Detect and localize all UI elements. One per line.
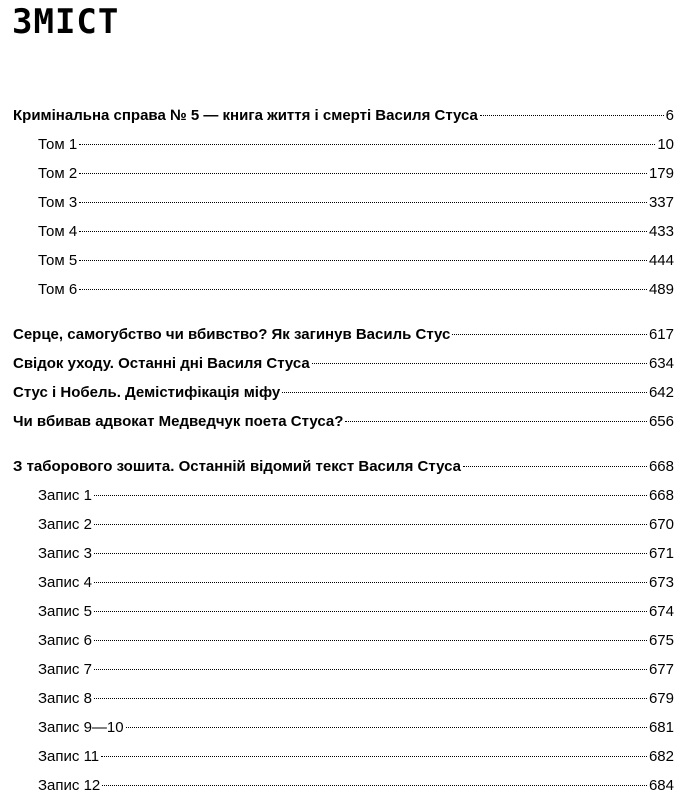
toc-subentry xyxy=(0,628,683,654)
dot-leader xyxy=(79,231,647,232)
toc-entry-title: Запис 3 xyxy=(38,545,92,562)
dot-leader xyxy=(94,524,647,525)
toc-subentry xyxy=(0,219,683,245)
toc-section-entry xyxy=(0,322,683,348)
dot-leader xyxy=(79,202,647,203)
toc-page-number: 668 xyxy=(648,487,674,504)
toc-page-number: 179 xyxy=(648,165,674,182)
toc-subentry xyxy=(0,161,683,187)
toc-page-number: 679 xyxy=(648,690,674,707)
dot-leader xyxy=(94,698,647,699)
toc-entry-title: Запис 4 xyxy=(38,574,92,591)
toc-subentry xyxy=(0,248,683,274)
dot-leader xyxy=(282,392,647,393)
toc-page-number: 6 xyxy=(665,107,674,124)
toc-page-number: 489 xyxy=(648,281,674,298)
dot-leader xyxy=(79,260,647,261)
toc-page-number: 670 xyxy=(648,516,674,533)
dot-leader xyxy=(102,785,647,786)
dot-leader xyxy=(94,669,647,670)
toc-entry-title: Запис 7 xyxy=(38,661,92,678)
toc-subentry xyxy=(0,599,683,625)
toc-entry-title: Том 1 xyxy=(38,136,78,153)
dot-leader xyxy=(79,144,655,145)
toc-subentry xyxy=(0,190,683,216)
dot-leader xyxy=(312,363,647,364)
toc-subentry xyxy=(0,657,683,683)
toc-entry-title: Запис 5 xyxy=(38,603,92,620)
dot-leader xyxy=(79,173,647,174)
dot-leader xyxy=(94,495,647,496)
toc-entry-title: Том 2 xyxy=(38,165,78,182)
toc-page-number: 634 xyxy=(648,355,674,372)
toc-page-number: 668 xyxy=(648,458,674,475)
toc-section-entry xyxy=(0,103,683,129)
toc-entry-title: Запис 12 xyxy=(38,777,101,794)
toc-entry-title: Запис 11 xyxy=(38,748,100,765)
toc-subentry xyxy=(0,773,683,799)
toc-subentry xyxy=(0,570,683,596)
dot-leader xyxy=(480,115,664,116)
toc-page-number: 656 xyxy=(648,413,674,430)
dot-leader xyxy=(94,553,647,554)
toc-page-number: 681 xyxy=(648,719,674,736)
toc-page-number: 617 xyxy=(648,326,674,343)
toc-entry-title: З таборового зошита. Останній відомий текст Василя Стуса xyxy=(13,458,461,475)
dot-leader xyxy=(94,640,647,641)
toc-section-entry xyxy=(0,351,683,377)
page-title: ЗМІСТ xyxy=(12,2,120,42)
toc-subentry xyxy=(0,132,683,158)
toc-entry-title: Запис 8 xyxy=(38,690,92,707)
toc-subentry xyxy=(0,483,683,509)
toc-entry-title: Запис 1 xyxy=(38,487,92,504)
toc-entry-title: Серце, самогубство чи вбивство? Як загинув Василь Стус xyxy=(13,326,451,343)
toc-page-number: 684 xyxy=(648,777,674,794)
dot-leader xyxy=(345,421,647,422)
dot-leader xyxy=(79,289,647,290)
dot-leader xyxy=(126,727,647,728)
toc-page-number: 673 xyxy=(648,574,674,591)
dot-leader xyxy=(94,582,647,583)
dot-leader xyxy=(101,756,647,757)
toc-entry-title: Кримінальна справа № 5 — книга життя і смерті Василя Стуса xyxy=(13,107,478,124)
toc-entry-title: Том 6 xyxy=(38,281,78,298)
toc-entry-title: Чи вбивав адвокат Медведчук поета Стуса? xyxy=(13,413,344,430)
toc-entry-title: Запис 9—10 xyxy=(38,719,124,736)
toc-entry-title: Том 5 xyxy=(38,252,78,269)
toc-subentry xyxy=(0,715,683,741)
toc-page-number: 677 xyxy=(648,661,674,678)
toc-entry-title: Стус і Нобель. Демістифікація міфу xyxy=(13,384,281,401)
toc-section-entry xyxy=(0,380,683,406)
toc-page-number: 433 xyxy=(648,223,674,240)
dot-leader xyxy=(452,334,647,335)
toc-section-entry xyxy=(0,454,683,480)
toc-subentry xyxy=(0,541,683,567)
toc-entry-title: Запис 6 xyxy=(38,632,92,649)
toc-subentry xyxy=(0,744,683,770)
dot-leader xyxy=(94,611,647,612)
toc-subentry xyxy=(0,512,683,538)
toc-page-number: 671 xyxy=(648,545,674,562)
toc-page-number: 682 xyxy=(648,748,674,765)
toc-entry-title: Том 3 xyxy=(38,194,78,211)
toc-entry-title: Свідок уходу. Останні дні Василя Стуса xyxy=(13,355,310,372)
toc-page-number: 642 xyxy=(648,384,674,401)
toc-page-number: 337 xyxy=(648,194,674,211)
dot-leader xyxy=(463,466,647,467)
toc-page-number: 675 xyxy=(648,632,674,649)
toc-page-number: 674 xyxy=(648,603,674,620)
toc-page-number: 10 xyxy=(657,136,674,153)
toc-subentry xyxy=(0,277,683,303)
toc-subentry xyxy=(0,686,683,712)
toc-section-entry xyxy=(0,409,683,435)
toc-page-number: 444 xyxy=(648,252,674,269)
toc-entry-title: Том 4 xyxy=(38,223,78,240)
toc-entry-title: Запис 2 xyxy=(38,516,92,533)
